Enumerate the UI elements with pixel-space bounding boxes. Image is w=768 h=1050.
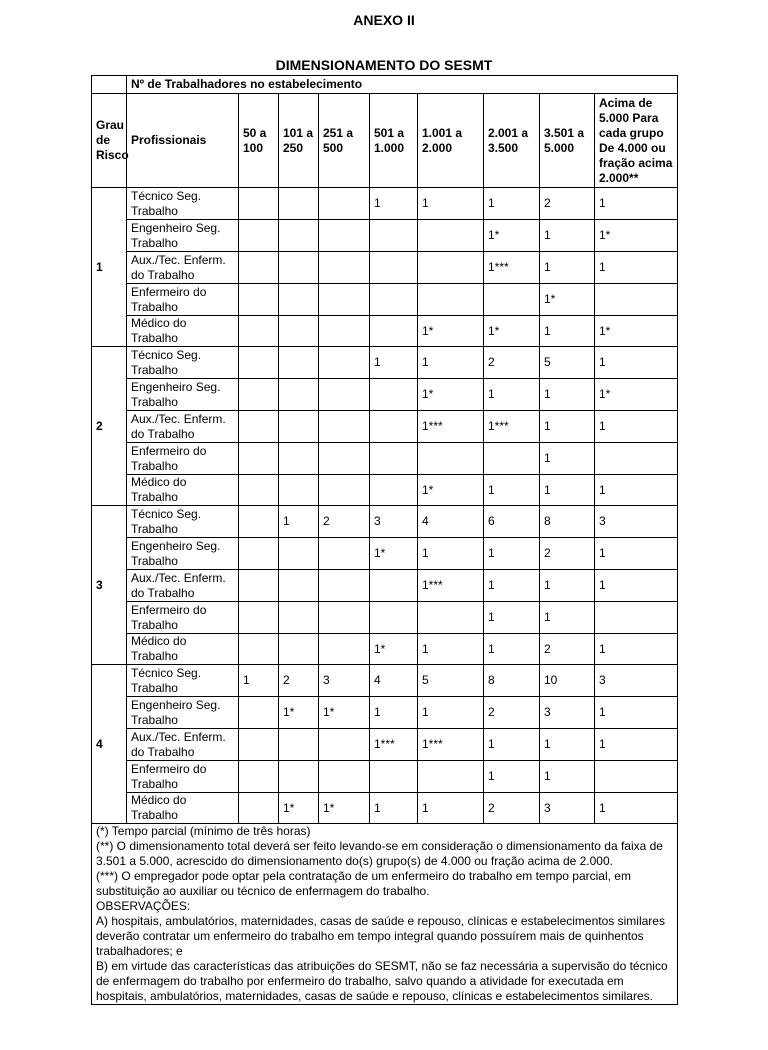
table-row: [92, 220, 678, 252]
value-cell: [319, 188, 370, 220]
profissional-cell: Aux./Tec. Enferm. do Trabalho: [127, 729, 239, 761]
table-row: [92, 188, 678, 220]
value-cell: 2: [484, 347, 540, 379]
value-cell: [319, 761, 370, 793]
value-cell: 1***: [484, 252, 540, 284]
value-cell: 3: [595, 665, 678, 697]
value-cell: [239, 220, 279, 252]
table-row: [92, 316, 678, 347]
value-cell: 2: [279, 665, 319, 697]
value-cell: [319, 475, 370, 506]
note-paragraph: OBSERVAÇÕES:: [96, 899, 191, 913]
range-header: 50 a 100: [239, 94, 279, 188]
value-cell: [595, 284, 678, 316]
value-cell: [319, 443, 370, 475]
value-cell: [279, 602, 319, 634]
profissional-cell: Médico do Trabalho: [127, 634, 239, 665]
value-cell: 1: [540, 729, 595, 761]
value-cell: 1*: [540, 284, 595, 316]
value-cell: 2: [484, 793, 540, 824]
profissional-cell: Engenheiro Seg. Trabalho: [127, 538, 239, 570]
value-cell: 8: [540, 506, 595, 538]
range-header: 251 a 500: [319, 94, 370, 188]
value-cell: 5: [540, 347, 595, 379]
profissional-cell: Aux./Tec. Enferm. do Trabalho: [127, 570, 239, 602]
value-cell: [370, 570, 418, 602]
value-cell: [279, 284, 319, 316]
value-cell: [595, 761, 678, 793]
profissional-cell: Engenheiro Seg. Trabalho: [127, 697, 239, 729]
value-cell: [279, 252, 319, 284]
value-cell: [418, 220, 484, 252]
value-cell: 3: [540, 793, 595, 824]
value-cell: [279, 538, 319, 570]
value-cell: 1: [484, 475, 540, 506]
profissional-cell: Médico do Trabalho: [127, 475, 239, 506]
value-cell: 8: [484, 665, 540, 697]
annex-title: ANEXO II: [353, 12, 415, 28]
notes-section: [92, 824, 678, 1005]
table-row: [92, 443, 678, 475]
profissional-cell: Enfermeiro do Trabalho: [127, 602, 239, 634]
profissional-cell: Enfermeiro do Trabalho: [127, 761, 239, 793]
value-cell: [279, 379, 319, 411]
value-cell: 1*: [484, 220, 540, 252]
value-cell: 1: [595, 411, 678, 443]
profissional-cell: Aux./Tec. Enferm. do Trabalho: [127, 252, 239, 284]
value-cell: [370, 220, 418, 252]
value-cell: 1: [484, 761, 540, 793]
value-cell: [239, 316, 279, 347]
value-cell: [370, 284, 418, 316]
value-cell: 10: [540, 665, 595, 697]
value-cell: 1: [595, 697, 678, 729]
value-cell: 1: [595, 475, 678, 506]
value-cell: [418, 761, 484, 793]
value-cell: [279, 570, 319, 602]
value-cell: 1: [484, 602, 540, 634]
value-cell: [239, 252, 279, 284]
value-cell: [279, 729, 319, 761]
value-cell: [370, 379, 418, 411]
value-cell: 3: [319, 665, 370, 697]
value-cell: [239, 729, 279, 761]
value-cell: 1: [239, 665, 279, 697]
value-cell: [418, 284, 484, 316]
table-row: [92, 729, 678, 761]
value-cell: [370, 761, 418, 793]
value-cell: [319, 570, 370, 602]
value-cell: [595, 443, 678, 475]
value-cell: 1*: [279, 793, 319, 824]
value-cell: 1: [595, 793, 678, 824]
value-cell: [418, 252, 484, 284]
sesmt-table: [91, 75, 678, 1005]
value-cell: 4: [370, 665, 418, 697]
profissional-cell: Técnico Seg. Trabalho: [127, 506, 239, 538]
value-cell: [370, 316, 418, 347]
value-cell: [319, 634, 370, 665]
value-cell: 1: [540, 316, 595, 347]
range-header: 101 a 250: [279, 94, 319, 188]
value-cell: 1*: [319, 697, 370, 729]
value-cell: 3: [595, 506, 678, 538]
value-cell: 1: [484, 538, 540, 570]
value-cell: 1: [370, 347, 418, 379]
value-cell: [279, 316, 319, 347]
value-cell: [239, 188, 279, 220]
value-cell: 1: [484, 634, 540, 665]
table-row: [92, 475, 678, 506]
value-cell: 1: [540, 443, 595, 475]
table-row: [92, 411, 678, 443]
value-cell: 1: [370, 188, 418, 220]
value-cell: [239, 443, 279, 475]
value-cell: 1: [484, 188, 540, 220]
value-cell: 1: [418, 188, 484, 220]
value-cell: 1: [595, 634, 678, 665]
value-cell: [370, 252, 418, 284]
value-cell: 1: [418, 347, 484, 379]
profissional-cell: Enfermeiro do Trabalho: [127, 284, 239, 316]
value-cell: 1: [540, 761, 595, 793]
value-cell: [239, 697, 279, 729]
grau-header: Grau de Risco: [92, 94, 127, 188]
value-cell: [239, 538, 279, 570]
table-row: [92, 697, 678, 729]
value-cell: 1: [418, 634, 484, 665]
value-cell: 2: [540, 634, 595, 665]
value-cell: 1: [418, 538, 484, 570]
value-cell: 1: [595, 729, 678, 761]
value-cell: [239, 411, 279, 443]
range-header: 501 a 1.000: [370, 94, 418, 188]
value-cell: [370, 411, 418, 443]
table-row: [92, 793, 678, 824]
table-row: [92, 570, 678, 602]
table-row: [92, 284, 678, 316]
range-header: 3.501 a 5.000: [540, 94, 595, 188]
value-cell: [239, 570, 279, 602]
value-cell: [239, 761, 279, 793]
value-cell: [418, 443, 484, 475]
note-paragraph: B) em virtude das características das atribuições do SESMT, não se faz necessária a supervisão do técnico de enfermagem do trabalho por enfermeiro do trabalho, salvo quando a atividade for executada em hospitais, ambulatórios, maternidades, casas de saúde e repouso, clínicas e estabelecimentos similares.: [96, 959, 668, 1003]
value-cell: 1: [595, 347, 678, 379]
value-cell: 1: [540, 252, 595, 284]
value-cell: [279, 634, 319, 665]
value-cell: [239, 506, 279, 538]
value-cell: 1*: [370, 634, 418, 665]
note-paragraph: (*) Tempo parcial (mínimo de três horas): [96, 824, 311, 838]
table-row: [92, 665, 678, 697]
profissional-cell: Engenheiro Seg. Trabalho: [127, 379, 239, 411]
value-cell: 1*: [418, 316, 484, 347]
note-paragraph: (***) O empregador pode optar pela contratação de um enfermeiro do trabalho em tempo parcial, em substituição ao auxiliar ou técnico de enfermagem do trabalho.: [96, 869, 631, 898]
corner-cell: [92, 76, 127, 94]
value-cell: 1*: [595, 379, 678, 411]
value-cell: [279, 347, 319, 379]
value-cell: 1*: [418, 475, 484, 506]
profissional-cell: Técnico Seg. Trabalho: [127, 188, 239, 220]
value-cell: [418, 602, 484, 634]
value-cell: 1*: [484, 316, 540, 347]
value-cell: [370, 602, 418, 634]
value-cell: 1: [484, 570, 540, 602]
value-cell: 5: [418, 665, 484, 697]
value-cell: 1*: [370, 538, 418, 570]
value-cell: [279, 220, 319, 252]
profissional-cell: Médico do Trabalho: [127, 316, 239, 347]
profissional-cell: Técnico Seg. Trabalho: [127, 347, 239, 379]
value-cell: [319, 379, 370, 411]
profissionais-header: Profissionais: [127, 94, 239, 188]
value-cell: 1*: [595, 220, 678, 252]
value-cell: [319, 729, 370, 761]
table-row: [92, 506, 678, 538]
range-header: 1.001 a 2.000: [418, 94, 484, 188]
value-cell: [319, 602, 370, 634]
table-row: [92, 252, 678, 284]
value-cell: 3: [370, 506, 418, 538]
value-cell: 1: [540, 570, 595, 602]
value-cell: 3: [540, 697, 595, 729]
value-cell: 2: [540, 538, 595, 570]
value-cell: [319, 316, 370, 347]
profissional-cell: Técnico Seg. Trabalho: [127, 665, 239, 697]
value-cell: 2: [540, 188, 595, 220]
table-row: [92, 761, 678, 793]
value-cell: 1: [484, 729, 540, 761]
value-cell: 1*: [319, 793, 370, 824]
value-cell: [279, 188, 319, 220]
value-cell: [279, 411, 319, 443]
value-cell: [239, 793, 279, 824]
value-cell: 1: [418, 697, 484, 729]
value-cell: [319, 411, 370, 443]
table-row: [92, 602, 678, 634]
value-cell: [279, 443, 319, 475]
value-cell: 1: [595, 570, 678, 602]
document-title: DIMENSIONAMENTO DO SESMT: [275, 57, 493, 73]
value-cell: 1: [540, 379, 595, 411]
value-cell: [484, 443, 540, 475]
value-cell: 1: [370, 793, 418, 824]
value-cell: 1: [418, 793, 484, 824]
table-row: [92, 379, 678, 411]
value-cell: [239, 475, 279, 506]
value-cell: [319, 284, 370, 316]
profissional-cell: Aux./Tec. Enferm. do Trabalho: [127, 411, 239, 443]
grau-cell: 4: [92, 665, 127, 824]
value-cell: 4: [418, 506, 484, 538]
value-cell: 1: [595, 538, 678, 570]
value-cell: 6: [484, 506, 540, 538]
table-body: [92, 188, 678, 824]
value-cell: [239, 634, 279, 665]
value-cell: 1: [540, 220, 595, 252]
value-cell: 2: [484, 697, 540, 729]
value-cell: [239, 347, 279, 379]
table-row: [92, 347, 678, 379]
workers-header: Nº de Trabalhadores no estabelecimento: [127, 76, 678, 94]
value-cell: 1***: [418, 570, 484, 602]
value-cell: [319, 538, 370, 570]
value-cell: [370, 443, 418, 475]
value-cell: [239, 602, 279, 634]
value-cell: [319, 252, 370, 284]
profissional-cell: Médico do Trabalho: [127, 793, 239, 824]
value-cell: 1*: [418, 379, 484, 411]
value-cell: 1: [540, 602, 595, 634]
note-paragraph: A) hospitais, ambulatórios, maternidades, casas de saúde e repouso, clínicas e estabelecimentos similares deverão contratar um enfermeiro do trabalho em tempo integral quando possuírem mais de quinhentos trabalhadores; e: [96, 914, 665, 958]
value-cell: 1: [595, 188, 678, 220]
value-cell: 1: [595, 252, 678, 284]
table-row: [92, 634, 678, 665]
range-header: Acima de 5.000 Para cada grupo De 4.000 ou fração acima 2.000**: [595, 94, 678, 188]
grau-cell: 2: [92, 347, 127, 506]
value-cell: 1***: [418, 729, 484, 761]
value-cell: 1***: [484, 411, 540, 443]
value-cell: 1*: [279, 697, 319, 729]
value-cell: [319, 220, 370, 252]
note-paragraph: (**) O dimensionamento total deverá ser feito levando-se em consideração o dimensionamento da faixa de 3.501 a 5.000, acrescido do dimensionamento do(s) grupo(s) de 4.000 ou fração acima de 2.000.: [96, 839, 663, 868]
value-cell: [279, 475, 319, 506]
grau-cell: 3: [92, 506, 127, 665]
profissional-cell: Enfermeiro do Trabalho: [127, 443, 239, 475]
value-cell: [370, 475, 418, 506]
value-cell: 1: [540, 475, 595, 506]
value-cell: [595, 602, 678, 634]
grau-cell: 1: [92, 188, 127, 347]
value-cell: [279, 761, 319, 793]
value-cell: [484, 284, 540, 316]
value-cell: [319, 347, 370, 379]
table-row: [92, 538, 678, 570]
value-cell: 1***: [418, 411, 484, 443]
value-cell: [239, 379, 279, 411]
value-cell: 1***: [370, 729, 418, 761]
value-cell: 1*: [595, 316, 678, 347]
value-cell: 1: [540, 411, 595, 443]
value-cell: 2: [319, 506, 370, 538]
value-cell: 1: [370, 697, 418, 729]
value-cell: [239, 284, 279, 316]
profissional-cell: Engenheiro Seg. Trabalho: [127, 220, 239, 252]
value-cell: 1: [484, 379, 540, 411]
range-header: 2.001 a 3.500: [484, 94, 540, 188]
value-cell: 1: [279, 506, 319, 538]
